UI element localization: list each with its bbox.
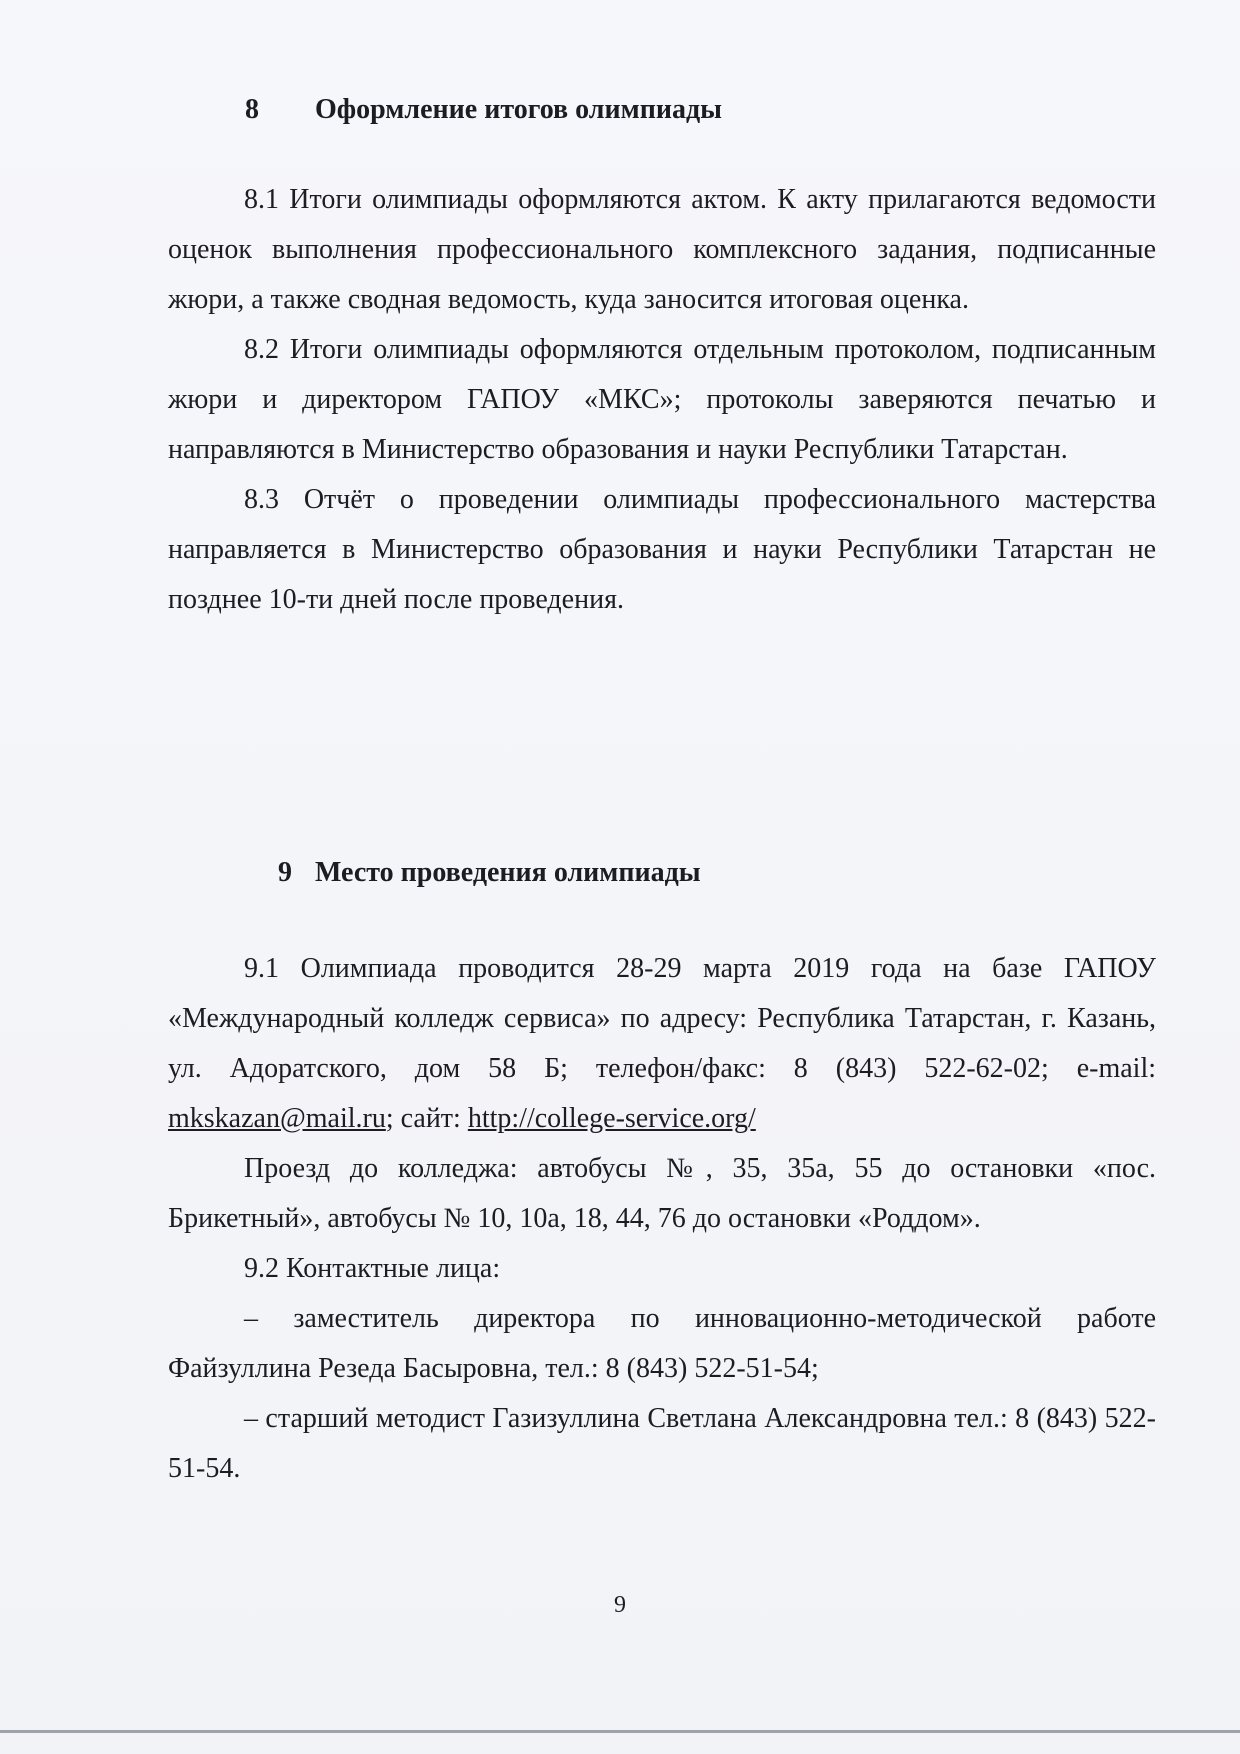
directions-paragraph: Проезд до колледжа: автобусы №, 35, 35а, 55 до остановки «пос. Брикетный», автобусы № 10, 10а, 18, 44, 76 до остановки «Роддом». <box>168 1153 1156 1234</box>
contact-item: – старший методист Газизуллина Светлана Александровна тел.: 8 (843) 522-51-54. <box>168 1403 1156 1484</box>
paragraph-8-2: 8.2 Итоги олимпиады оформляются отдельным протоколом, подписанным жюри и директором ГАПОУ «МКС»; протоколы заверяются печатью и направляются в Министерство образования и науки Республики Татарстан. <box>168 334 1156 465</box>
section-8-title: Оформление итогов олимпиады <box>315 94 722 125</box>
paragraph-9-1-text: 9.1 Олимпиада проводится 28-29 марта 2019 года на базе ГАПОУ «Международный колледж сервиса» по адресу: Республика Татарстан, г. Казань, ул. Адоратского, дом 58 Б; телефон/факс: 8 (843) 522-62-02; e-mail: <box>168 953 1156 1084</box>
paragraph-9-2: 9.2 Контактные лица: <box>244 1253 501 1284</box>
scan-edge <box>0 1730 1240 1733</box>
site-label: ; сайт: <box>385 1103 468 1134</box>
section-8-body <box>168 175 1156 625</box>
website-link[interactable]: http://college-service.org/ <box>467 1103 756 1134</box>
page-number: 9 <box>614 1592 626 1618</box>
section-9-number: 9 <box>278 857 292 888</box>
paragraph-8-1: 8.1 Итоги олимпиады оформляются актом. К акту прилагаются ведомости оценок выполнения профессионального комплексного задания, подписанные жюри, а также сводная ведомость, куда заносится итоговая оценка. <box>168 184 1156 315</box>
email-link[interactable]: mkskazan@mail.ru <box>168 1103 386 1134</box>
section-8-heading <box>245 85 722 135</box>
section-8-number: 8 <box>245 94 259 125</box>
contact-item: – заместитель директора по инновационно-методической работе Файзуллина Резеда Басыровна, тел.: 8 (843) 522-51-54; <box>168 1303 1156 1384</box>
section-9-heading <box>278 848 701 898</box>
section-9-body <box>168 944 1156 1494</box>
section-9-title: Место проведения олимпиады <box>315 857 701 888</box>
paragraph-9-1 <box>168 944 1156 1144</box>
paragraph-8-3: 8.3 Отчёт о проведении олимпиады профессионального мастерства направляется в Министерство образования и науки Республики Татарстан не позднее 10-ти дней после проведения. <box>168 484 1156 615</box>
